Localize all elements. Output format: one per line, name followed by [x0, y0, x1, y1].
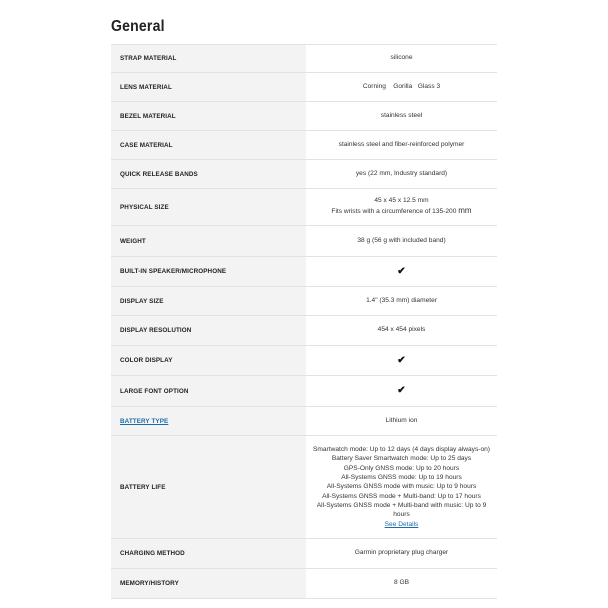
spec-table [111, 44, 497, 599]
spec-value [306, 257, 497, 286]
spec-row-color-display [111, 346, 497, 376]
spec-value: 8 GB [393, 579, 410, 587]
spec-row-charging-method [111, 539, 497, 569]
spec-row-large-font-option [111, 376, 497, 407]
spec-value: Lithium ion [385, 416, 418, 424]
value-line: Smartwatch mode: Up to 12 days (4 days display always-on) [312, 445, 490, 453]
value-line: All-Systems GNSS mode + Multi-band: Up to 17 hours [322, 492, 481, 500]
checkmark-icon: ✔ [397, 265, 406, 277]
spec-row-lens-material [111, 73, 497, 102]
spec-value [306, 346, 497, 375]
battery-type-link[interactable]: BATTERY TYPE [120, 417, 169, 425]
spec-label: BATTERY LIFE [111, 436, 306, 538]
spec-row-physical-size [111, 189, 497, 226]
spec-row-battery-life [111, 436, 497, 539]
spec-label: DISPLAY RESOLUTION [111, 316, 306, 345]
spec-value: Corning Gorilla Glass 3 [362, 82, 441, 90]
spec-row-speaker-microphone [111, 257, 497, 287]
spec-row-case-material [111, 131, 497, 160]
value-line: All-Systems GNSS mode + Multi-band with music: Up to 9 [316, 502, 487, 510]
spec-value: 1.4" (35.3 mm) diameter [366, 296, 437, 304]
spec-value: stainless steel [380, 111, 423, 119]
spec-value: 454 x 454 pixels [377, 326, 426, 334]
spec-row-bezel-material [111, 102, 497, 131]
checkmark-icon: ✔ [397, 354, 406, 366]
value-line: hours [393, 511, 410, 519]
spec-label: WEIGHT [111, 226, 306, 256]
spec-label: PHYSICAL SIZE [111, 189, 306, 225]
spec-label: DISPLAY SIZE [111, 287, 306, 315]
spec-row-memory-history [111, 569, 497, 599]
spec-label: MEMORY/HISTORY [111, 569, 306, 598]
spec-row-battery-type [111, 407, 497, 436]
spec-label: CASE MATERIAL [111, 131, 306, 159]
spec-label: STRAP MATERIAL [111, 45, 306, 72]
value-line: All-Systems GNSS mode with music: Up to 9 hours [326, 483, 477, 491]
spec-value: yes (22 mm, Industry standard) [355, 169, 448, 177]
spec-row-display-resolution [111, 316, 497, 346]
spec-value: 38 g (56 g with included band) [357, 236, 446, 244]
value-line: Battery Saver Smartwatch mode: Up to 25 days [331, 455, 472, 463]
spec-label: LARGE FONT OPTION [111, 376, 306, 406]
spec-label: CHARGING METHOD [111, 539, 306, 568]
checkmark-icon: ✔ [397, 385, 406, 397]
value-line: 45 x 45 x 12.5 mm [374, 197, 429, 205]
spec-value: Garmin proprietary plug charger [354, 549, 449, 557]
see-details-link[interactable]: See Details [384, 520, 419, 528]
value-line: GPS-Only GNSS mode: Up to 20 hours [343, 464, 460, 472]
spec-row-display-size [111, 287, 497, 316]
spec-value [306, 376, 497, 406]
spec-value: silicone [390, 54, 413, 62]
spec-label: LENS MATERIAL [111, 73, 306, 101]
spec-row-weight [111, 226, 497, 257]
spec-value [306, 189, 497, 225]
spec-label: BEZEL MATERIAL [111, 102, 306, 130]
spec-label [111, 407, 306, 435]
spec-label: QUICK RELEASE BANDS [111, 160, 306, 188]
spec-label: BUILT-IN SPEAKER/MICROPHONE [111, 257, 306, 286]
spec-label: COLOR DISPLAY [111, 346, 306, 375]
spec-value: stainless steel and fiber-reinforced polymer [338, 140, 465, 148]
spec-value [306, 436, 497, 538]
value-line: Fits wrists with a circumference of 135-200 mm [331, 206, 472, 215]
section-heading: General [111, 18, 165, 35]
value-line: All-Systems GNSS mode: Up to 19 hours [341, 473, 462, 481]
spec-row-strap-material [111, 45, 497, 73]
spec-row-quick-release-bands [111, 160, 497, 189]
